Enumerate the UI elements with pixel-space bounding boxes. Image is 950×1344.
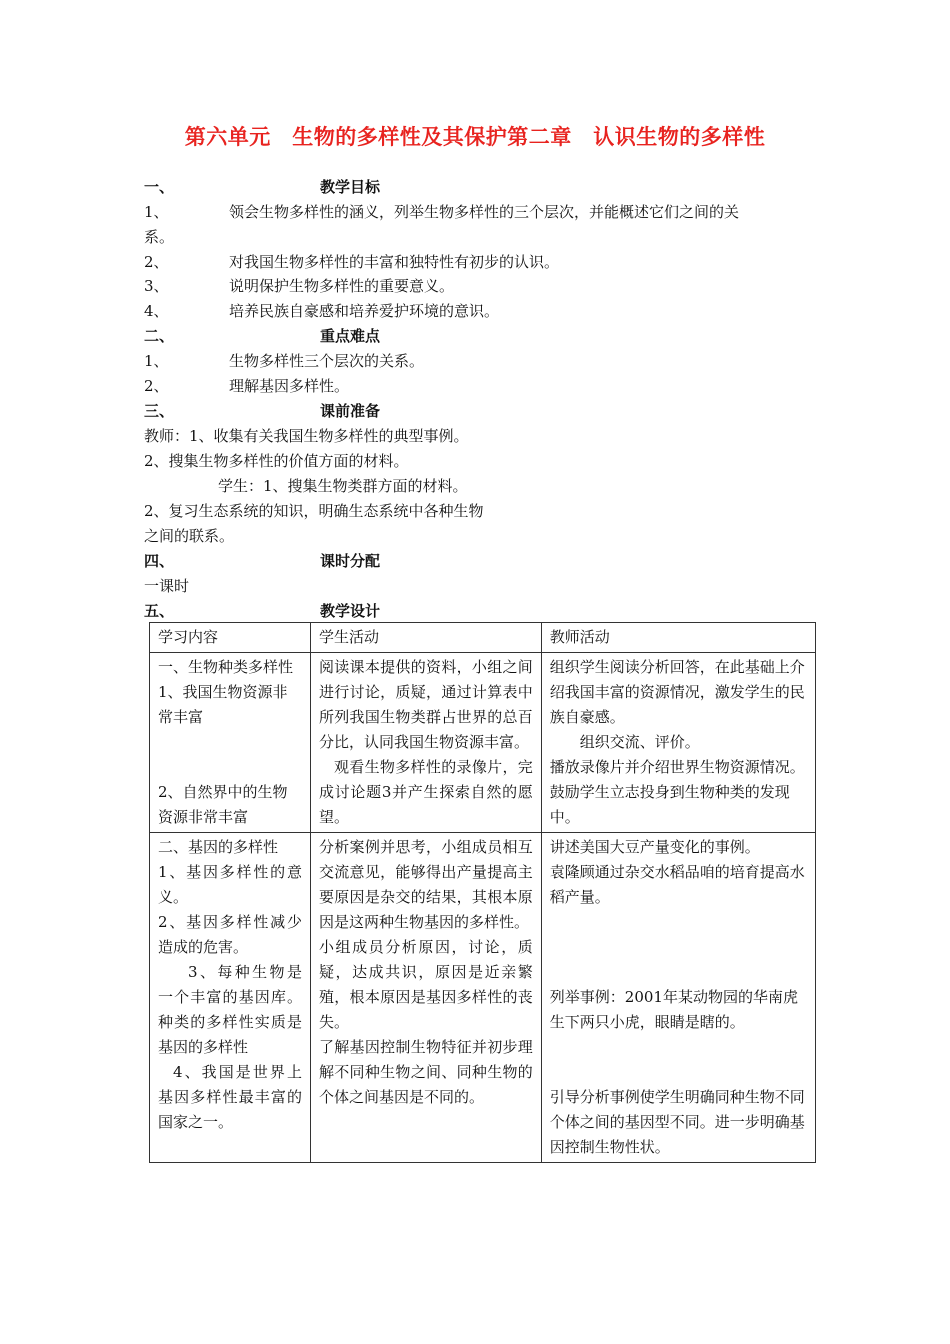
objective-1-number: 1、 [144,203,169,221]
key-point-2-text: 理解基因多样性。 [229,377,350,395]
row2-teacher-c: 列举事例：2001年某动物园的华南虎生下两只小虎，眼睛是瞎的。 [549,988,798,1031]
objective-2-number: 2、 [144,253,169,271]
key-point-2-number: 2、 [144,377,169,395]
row1-content-a: 一、生物种类多样性 [158,658,294,676]
section-4-number: 四、 [144,552,175,570]
row2-student-b: 小组成员分析原因，讨论，质疑，达成共识，原因是近亲繁殖，根本原因是基因多样性的丧失。 [318,938,533,1031]
row2-student-a: 分析案例并思考，小组成员相互交流意见，能够得出产量提高主要原因是杂交的结果，其根本原因是这两种生物基因的多样性。 [318,838,533,931]
row1-teacher-a: 组织学生阅读分析回答，在此基础上介绍我国丰富的资源情况，激发学生的民族自豪感。 [549,658,805,726]
table-row [150,653,816,833]
row1-content-cell [150,653,311,833]
header-content: 学习内容 [150,623,311,653]
objective-4-number: 4、 [144,302,169,320]
section-4-title: 课时分配 [320,552,381,570]
objective-4-text: 培养民族自豪感和培养爱护环境的意识。 [229,302,500,320]
row1-student-cell [310,653,541,833]
header-student: 学生活动 [310,623,541,653]
prep-line-1: 教师：1、收集有关我国生物多样性的典型事例。 [144,427,469,445]
row2-content-cell [150,833,311,1163]
row2-content-b: 1、基因多样性的意义。 [158,863,302,906]
prep-line-2: 2、搜集生物多样性的价值方面的材料。 [144,452,409,470]
prep-line-4: 2、复习生态系统的知识，明确生态系统中各种生物 [144,502,484,520]
key-point-1-number: 1、 [144,352,169,370]
objective-3-text: 说明保护生物多样性的重要意义。 [229,277,455,295]
teaching-design-table [149,622,816,1163]
row1-teacher-c: 播放录像片并介绍世界生物资源情况。 [549,758,805,776]
row1-content-c: 2、自然界中的生物资源非常丰富 [158,783,288,826]
section-1-title: 教学目标 [320,178,381,196]
row2-content-e: 4、我国是世界上基因多样性最丰富的国家之一。 [158,1063,302,1131]
row2-student-c: 了解基因控制生物特征并初步理解不同种生物之间、同种生物的个体之间基因是不同的。 [318,1038,533,1106]
objective-1-text: 领会生物多样性的涵义，列举生物多样性的三个层次，并能概述它们之间的关 [229,203,740,221]
table-row [150,833,816,1163]
section-1-number: 一、 [144,178,175,196]
row1-teacher-cell [541,653,815,833]
row1-student-a: 阅读课本提供的资料，小组之间进行讨论，质疑，通过计算表中所列我国生物类群占世界的总百分比，认同我国生物资源丰富。 [318,658,533,751]
page-title: 第六单元 生物的多样性及其保护第二章 认识生物的多样性 [184,125,766,149]
row1-student-b: 观看生物多样性的录像片，完成讨论题3并产生探索自然的愿望。 [318,758,533,826]
key-point-1-text: 生物多样性三个层次的关系。 [229,352,425,370]
section-2-number: 二、 [144,327,175,345]
prep-line-3: 学生：1、搜集生物类群方面的材料。 [218,477,468,495]
row2-teacher-d: 引导分析事例使学生明确同种生物不同个体之间的基因型不同。进一步明确基因控制生物性状。 [549,1088,805,1156]
row2-teacher-a: 讲述美国大豆产量变化的事例。 [549,838,760,856]
row1-content-b: 1、我国生物资源非常丰富 [158,683,288,726]
section-2-title: 重点难点 [320,327,381,345]
row1-teacher-d: 鼓励学生立志投身到生物种类的发现中。 [549,783,790,826]
period-text: 一课时 [144,577,190,595]
row2-teacher-b: 袁隆顾通过杂交水稻品咱的培育提高水稻产量。 [549,863,805,906]
section-5-number: 五、 [144,602,175,620]
section-3-title: 课前准备 [320,402,381,420]
header-teacher: 教师活动 [541,623,815,653]
section-3-number: 三、 [144,402,175,420]
row2-content-d: 3、每种生物是一个丰富的基因库。种类的多样性实质是基因的多样性 [158,963,302,1056]
row2-content-a: 二、基因的多样性 [158,838,279,856]
prep-line-5: 之间的联系。 [144,527,235,545]
objective-2-text: 对我国生物多样性的丰富和独特性有初步的认识。 [229,253,560,271]
row1-teacher-b: 组织交流、评价。 [579,733,700,751]
row2-content-c: 2、基因多样性减少造成的危害。 [158,913,302,956]
row2-student-cell [310,833,541,1163]
objective-1-continued: 系。 [144,228,175,246]
objective-3-number: 3、 [144,277,169,295]
section-5-title: 教学设计 [320,602,381,620]
table-header-row [150,623,816,653]
row2-teacher-cell [541,833,815,1163]
